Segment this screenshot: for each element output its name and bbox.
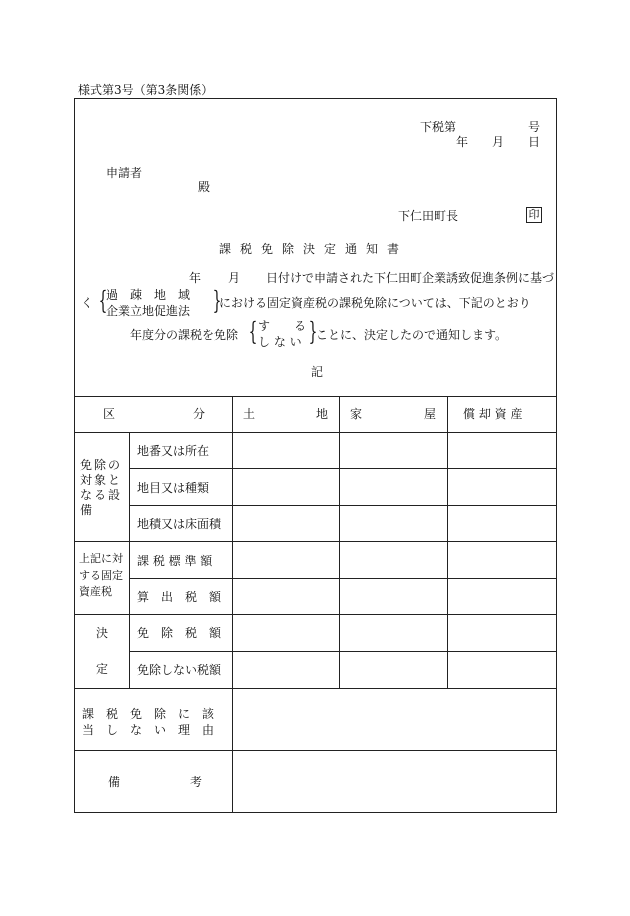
date-day: 日 bbox=[528, 135, 541, 149]
group1-label: 備 bbox=[80, 503, 93, 517]
row-label-non-exempt-amount: 免除しない税額 bbox=[137, 663, 222, 677]
row-label-exempt-amount: 免 除 税 額 bbox=[137, 626, 222, 640]
row-label-lot: 地番又は所在 bbox=[137, 444, 210, 458]
group3-label-b: 定 bbox=[96, 662, 109, 676]
column-line bbox=[447, 396, 448, 688]
row-line bbox=[129, 578, 557, 579]
option-shinai: し な い bbox=[258, 335, 302, 349]
column-line bbox=[339, 396, 340, 688]
left-brace-icon: { bbox=[248, 317, 258, 346]
remarks-label-a: 備 bbox=[108, 775, 121, 789]
group2-label: 上記に対 bbox=[79, 552, 123, 565]
row-label-category: 地目又は種類 bbox=[137, 481, 210, 495]
row-label-tax-base: 課 税 標 準 額 bbox=[137, 554, 213, 568]
group3-label-a: 決 bbox=[96, 626, 109, 640]
table-top-line bbox=[74, 396, 557, 397]
option-suru: す る bbox=[258, 319, 307, 333]
group1-label: 免除の bbox=[80, 458, 123, 472]
body-line1: 日付けで申請された下仁田町企業誘致促進条例に基づ bbox=[266, 271, 555, 285]
option-kaso: 過 疎 地 域 bbox=[106, 288, 191, 302]
row-line bbox=[74, 688, 557, 689]
form-number-title: 様式第3号（第3条関係） bbox=[78, 83, 214, 97]
row-label-computed-tax: 算 出 税 額 bbox=[137, 590, 222, 604]
date-year: 年 bbox=[456, 135, 469, 149]
reason-label-1: 課 税 免 除 に 該 bbox=[82, 707, 215, 721]
group2-label: する固定 bbox=[79, 569, 123, 582]
honorific: 殿 bbox=[198, 180, 211, 194]
body-line2: における固定資産税の課税免除については、下記のとおり bbox=[219, 296, 531, 310]
row-line bbox=[74, 541, 557, 542]
row-line bbox=[129, 505, 557, 506]
header-land-a: 土 bbox=[243, 407, 256, 421]
header-land-b: 地 bbox=[316, 407, 329, 421]
row-label-area: 地積又は床面積 bbox=[137, 517, 222, 531]
mayor-title: 下仁田町長 bbox=[398, 209, 459, 223]
applicant-label: 申請者 bbox=[106, 166, 143, 180]
body-year: 年 bbox=[189, 271, 202, 285]
row-line bbox=[74, 614, 557, 615]
header-bottom-line bbox=[74, 432, 557, 433]
option-kigyo: 企業立地促進法 bbox=[106, 304, 191, 318]
header-kubun-a: 区 bbox=[103, 407, 116, 421]
header-house-b: 屋 bbox=[424, 407, 437, 421]
doc-number-suffix: 号 bbox=[528, 120, 541, 134]
left-brace-icon: { bbox=[98, 286, 108, 315]
right-brace-icon: } bbox=[308, 317, 318, 346]
body-line3-lead: 年度分の課税を免除 bbox=[130, 328, 239, 342]
column-line bbox=[232, 396, 233, 813]
remarks-label-b: 考 bbox=[190, 775, 203, 789]
seal-stamp-box: 印 bbox=[526, 207, 542, 223]
reason-label-2: 当 し な い 理 由 bbox=[82, 723, 215, 737]
row-line bbox=[74, 750, 557, 751]
right-brace-icon: } bbox=[212, 286, 222, 315]
row-line bbox=[129, 468, 557, 469]
header-kubun-b: 分 bbox=[193, 407, 206, 421]
column-line bbox=[129, 432, 130, 688]
group1-label: 対象と bbox=[80, 473, 123, 487]
header-depreciable: 償 却 資 産 bbox=[463, 407, 523, 421]
doc-number-label: 下税第 bbox=[420, 120, 457, 134]
document-title: 課税免除決定通知書 bbox=[219, 242, 409, 256]
header-house-a: 家 bbox=[350, 407, 363, 421]
body-line3-rest: ことに、決定したので通知します。 bbox=[316, 328, 508, 342]
body-ku: く bbox=[81, 296, 94, 310]
group2-label: 資産税 bbox=[79, 585, 112, 598]
group1-label: なる設 bbox=[80, 488, 123, 502]
row-line bbox=[129, 651, 557, 652]
date-month: 月 bbox=[492, 135, 505, 149]
body-month: 月 bbox=[228, 271, 241, 285]
ki-label: 記 bbox=[311, 365, 324, 379]
